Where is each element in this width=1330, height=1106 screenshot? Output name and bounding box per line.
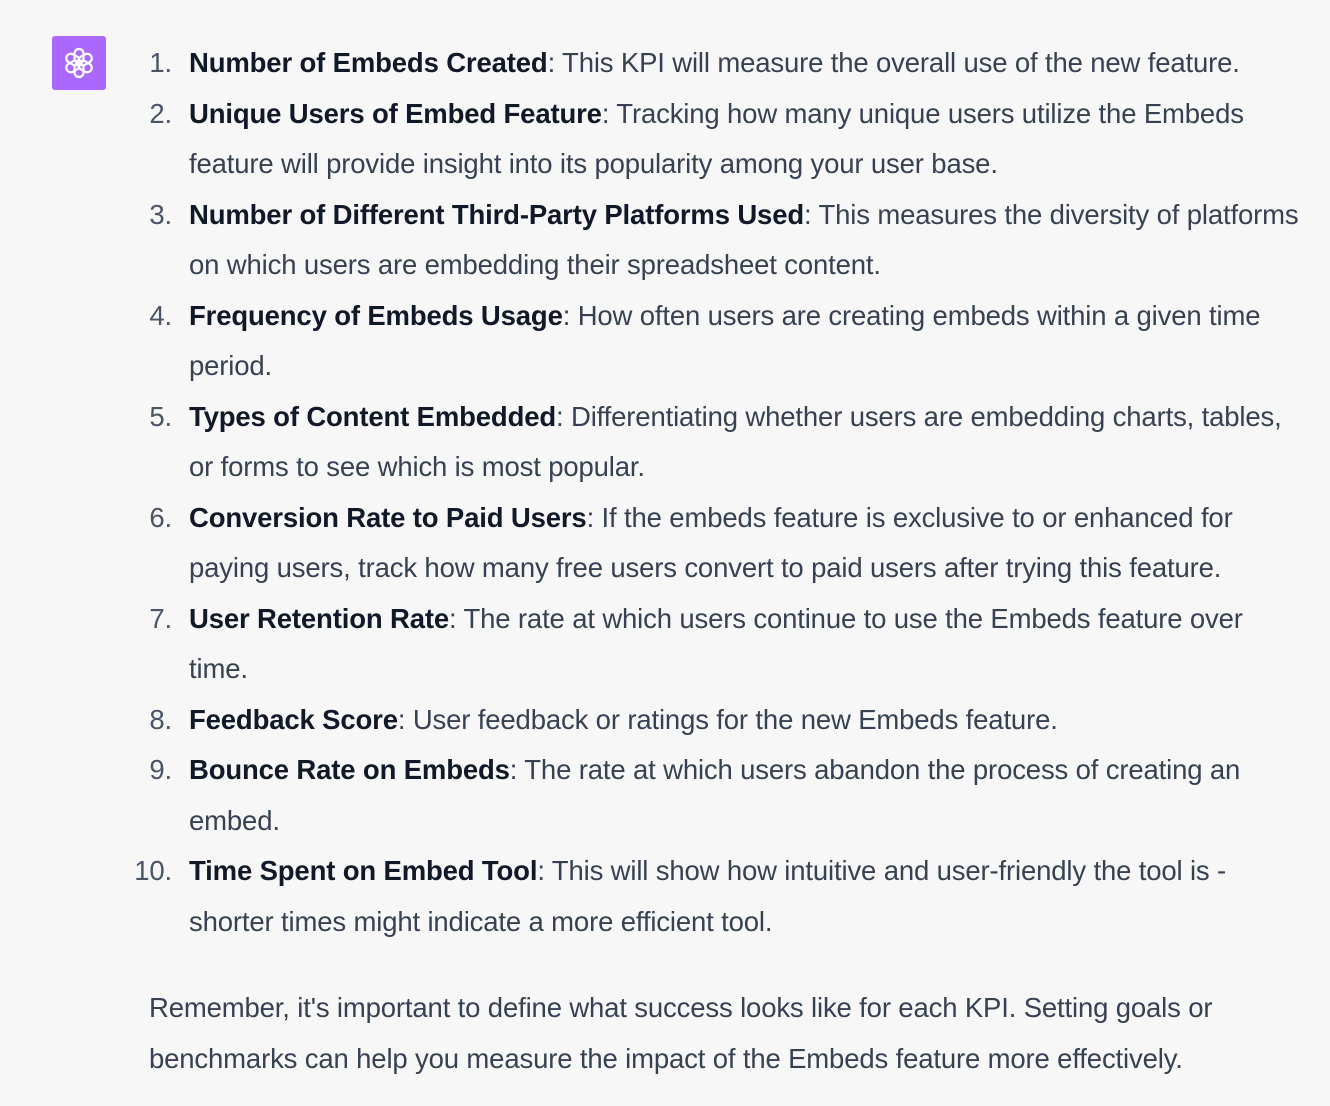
kpi-title: User Retention Rate	[189, 602, 449, 634]
kpi-description: : User feedback or ratings for the new Embeds feature.	[397, 703, 1058, 735]
list-item	[130, 745, 1305, 846]
kpi-description: : The rate at which users continue to use the Embeds feature over time.	[189, 602, 1243, 684]
list-item-number: 6.	[149, 501, 172, 533]
kpi-list	[130, 38, 1305, 947]
kpi-description: : This will show how intuitive and user-friendly the tool is - shorter times might indicate a more efficient tool.	[189, 855, 1227, 937]
list-item	[130, 695, 1305, 746]
list-item	[130, 190, 1305, 291]
list-item-number: 4.	[149, 299, 172, 331]
list-item	[130, 493, 1305, 594]
list-item-number: 3.	[149, 198, 172, 230]
kpi-description: : If the embeds feature is exclusive to or enhanced for paying users, track how many free users convert to paid users after trying this feature.	[189, 501, 1233, 583]
kpi-title: Feedback Score	[189, 703, 398, 735]
kpi-description: : How often users are creating embeds within a given time period.	[189, 299, 1261, 381]
kpi-title: Types of Content Embedded	[189, 400, 557, 432]
kpi-title: Number of Different Third-Party Platforms Used	[189, 198, 804, 230]
kpi-title: Frequency of Embeds Usage	[189, 299, 563, 331]
closing-paragraph: Remember, it's important to define what success looks like for each KPI. Setting goals or benchmarks can help you measure the impact of the Embeds feature more effectively.	[149, 992, 1213, 1074]
list-item-number: 10.	[134, 855, 172, 886]
kpi-description: : Tracking how many unique users utilize the Embeds feature will provide insight into its popularity among your user base.	[189, 97, 1244, 179]
list-item-number: 1.	[149, 47, 172, 78]
list-item	[130, 89, 1305, 190]
list-item	[130, 846, 1305, 947]
list-item	[130, 291, 1305, 392]
list-item	[130, 392, 1305, 493]
kpi-title: Number of Embeds Created	[189, 47, 548, 78]
kpi-description: : This measures the diversity of platforms on which users are embedding their spreadsheet content.	[189, 198, 1299, 280]
list-item-number: 9.	[149, 754, 172, 785]
kpi-title: Time Spent on Embed Tool	[189, 855, 538, 886]
kpi-description: : This KPI will measure the overall use of the new feature.	[547, 47, 1240, 78]
assistant-message	[130, 38, 1305, 1084]
list-item-number: 2.	[149, 97, 172, 129]
openai-logo-icon	[59, 43, 99, 83]
kpi-title: Unique Users of Embed Feature	[189, 97, 602, 129]
list-item	[130, 594, 1305, 695]
list-item	[130, 38, 1305, 89]
kpi-description: : Differentiating whether users are embedding charts, tables, or forms to see which is most popular.	[189, 400, 1282, 482]
kpi-description: : The rate at which users abandon the process of creating an embed.	[189, 754, 1241, 836]
kpi-title: Bounce Rate on Embeds	[189, 754, 510, 785]
kpi-title: Conversion Rate to Paid Users	[189, 501, 587, 533]
list-item-number: 7.	[149, 602, 172, 634]
assistant-avatar	[52, 36, 106, 90]
list-item-number: 8.	[149, 703, 172, 735]
list-item-number: 5.	[149, 400, 172, 432]
